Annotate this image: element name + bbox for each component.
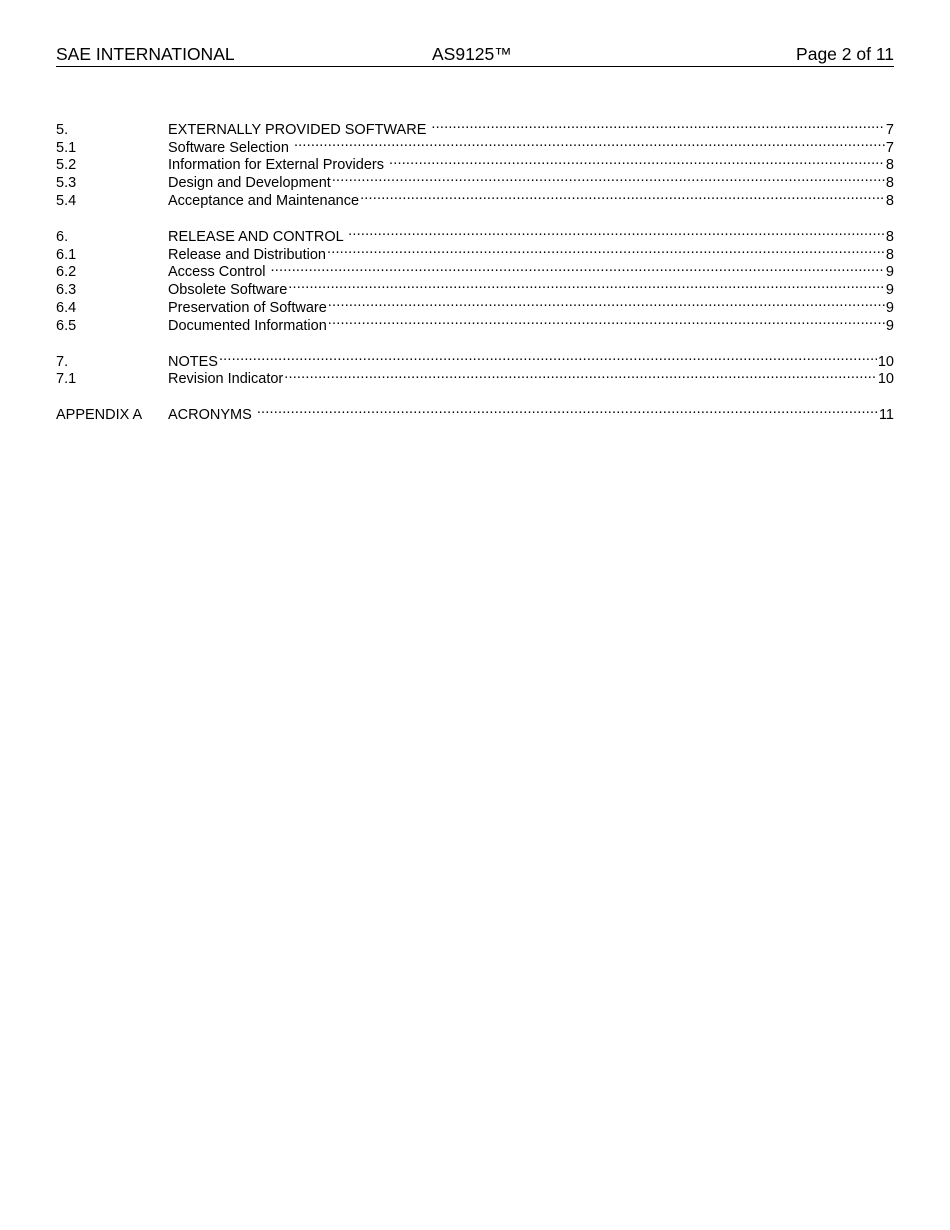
- toc-entry-title: Design and Development: [168, 175, 331, 192]
- toc-entry[interactable]: [56, 366, 894, 388]
- toc-entry-page-number: 8: [885, 192, 894, 209]
- toc-entry-page-number: 10: [877, 353, 894, 370]
- toc-entry-number: 5.4: [56, 192, 77, 209]
- header-organization: SAE INTERNATIONAL: [56, 44, 235, 64]
- toc-entry[interactable]: [56, 116, 894, 138]
- header-document-number: AS9125™: [432, 44, 512, 64]
- toc-dot-leader: [348, 223, 885, 241]
- toc-dot-leader: [271, 259, 885, 277]
- toc-entry-page-number: 9: [885, 282, 894, 299]
- toc-entry[interactable]: [56, 348, 894, 370]
- toc-entry-title: Documented Information: [168, 317, 327, 334]
- toc-dot-leader: [431, 116, 885, 134]
- toc-entry-page-number: 11: [878, 407, 894, 424]
- toc-entry-number: 6.3: [56, 282, 77, 299]
- toc-entry-number: APPENDIX A: [56, 407, 143, 424]
- toc-entry-title: Release and Distribution: [168, 246, 326, 263]
- table-of-contents: [56, 116, 894, 437]
- toc-entry-number: 6.: [56, 228, 69, 245]
- toc-entry-title: Obsolete Software: [168, 282, 288, 299]
- toc-entry-title: NOTES: [168, 353, 218, 370]
- toc-entry[interactable]: [56, 401, 894, 424]
- toc-entry-number: 5.3: [56, 175, 77, 192]
- toc-dot-leader: [328, 312, 885, 330]
- toc-dot-leader: [328, 294, 885, 312]
- toc-entry-page-number: 8: [885, 246, 894, 263]
- toc-entry-title: ACRONYMS: [168, 407, 256, 424]
- toc-entry-number: 6.1: [56, 246, 77, 263]
- toc-entry-title: Information for External Providers: [168, 157, 389, 174]
- toc-dot-leader: [284, 366, 877, 384]
- toc-entry-number: 5.1: [56, 139, 77, 156]
- toc-entry[interactable]: [56, 294, 894, 316]
- toc-section-group: [56, 223, 894, 334]
- page-header: [56, 44, 894, 67]
- toc-entry[interactable]: [56, 169, 894, 192]
- toc-entry-page-number: 8: [885, 175, 894, 192]
- toc-entry[interactable]: [56, 259, 894, 281]
- toc-entry-page-number: 8: [885, 157, 894, 174]
- toc-entry[interactable]: [56, 241, 894, 263]
- toc-entry-number: 6.2: [56, 264, 77, 281]
- toc-entry[interactable]: [56, 276, 894, 299]
- toc-entry-number: 5.: [56, 121, 69, 138]
- toc-dot-leader: [389, 152, 885, 170]
- toc-entry-title: RELEASE AND CONTROL: [168, 228, 348, 245]
- toc-entry-title: EXTERNALLY PROVIDED SOFTWARE: [168, 121, 431, 138]
- toc-entry[interactable]: [56, 152, 894, 174]
- toc-entry-title: Access Control: [168, 264, 270, 281]
- toc-entry-title: Revision Indicator: [168, 371, 284, 388]
- toc-entry-page-number: 7: [885, 121, 894, 138]
- toc-entry[interactable]: [56, 134, 894, 156]
- toc-entry-page-number: 9: [885, 317, 894, 334]
- toc-entry-page-number: 10: [877, 371, 894, 388]
- toc-entry-title: Preservation of Software: [168, 299, 327, 316]
- toc-entry-page-number: 9: [885, 299, 894, 316]
- toc-section-group: [56, 348, 894, 388]
- toc-entry-number: 6.4: [56, 299, 77, 316]
- toc-entry-page-number: 9: [885, 264, 894, 281]
- toc-dot-leader: [332, 169, 885, 187]
- toc-entry[interactable]: [56, 312, 894, 334]
- toc-section-group: [56, 401, 894, 424]
- toc-entry-title: Software Selection: [168, 139, 293, 156]
- toc-dot-leader: [360, 187, 885, 205]
- toc-entry[interactable]: [56, 187, 894, 209]
- toc-dot-leader: [257, 401, 878, 419]
- toc-entry-page-number: 8: [885, 228, 894, 245]
- toc-entry-number: 6.5: [56, 317, 77, 334]
- toc-entry-number: 7.: [56, 353, 69, 370]
- toc-dot-leader: [219, 348, 877, 366]
- toc-entry-number: 7.1: [56, 371, 77, 388]
- toc-dot-leader: [288, 276, 885, 294]
- header-page-indicator: Page 2 of 11: [796, 44, 894, 64]
- toc-entry-number: 5.2: [56, 157, 77, 174]
- toc-entry-page-number: 7: [885, 139, 894, 156]
- toc-section-group: [56, 116, 894, 209]
- toc-dot-leader: [327, 241, 885, 259]
- toc-dot-leader: [294, 134, 885, 152]
- toc-entry[interactable]: [56, 223, 894, 245]
- toc-entry-title: Acceptance and Maintenance: [168, 192, 360, 209]
